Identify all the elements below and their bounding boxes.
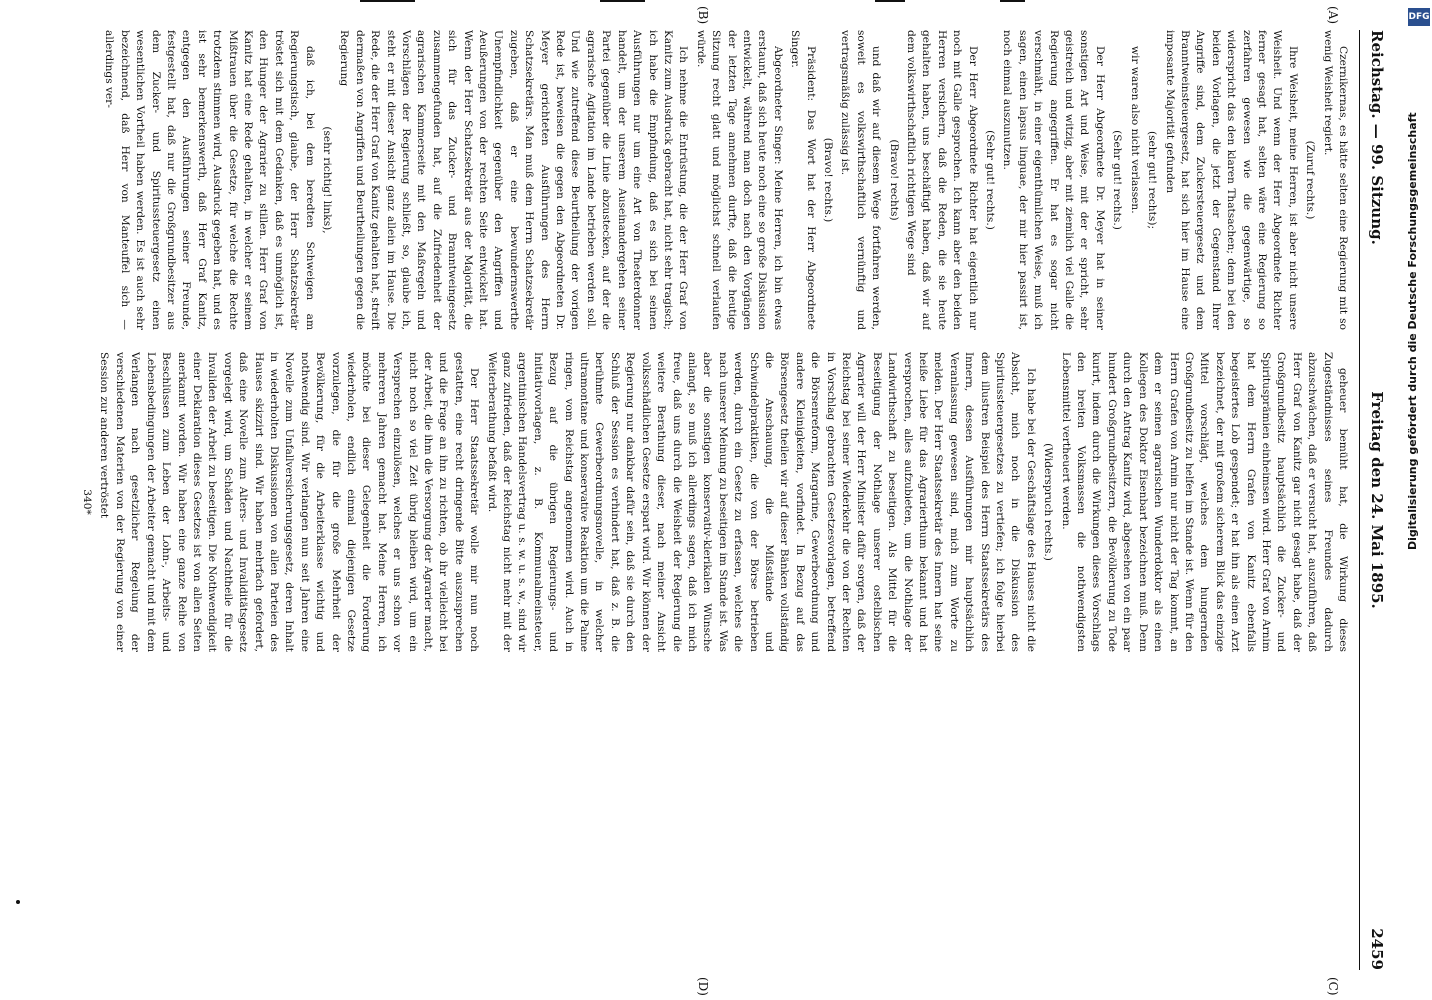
- paragraph: Der Herr Abgeordnete Richter hat eigentlich nur noch mit Galle gesprochen. Ich kann aber den beiden Herren versichern, daß die Reden, die sie heute gehalten haben, uns beschäftigt haben, daß wir auf dem volkswirthschaftlich richtigen Wege sind: [905, 30, 979, 330]
- paragraph: Abgeordneter Singer: Meine Herren, ich bin etwas erstaunt, daß sich heute noch eine so große Diskussion entwickelt, während man doch nach den Vorgängen der letzten Tage annehmen durfte, daß die heutige Sitzung recht glatt und möglichst schnell verlaufen würde.: [694, 30, 784, 330]
- interjection: (Sehr gut! rechts.): [1111, 130, 1124, 230]
- header-left: Reichstag. — 99. Sitzung.: [1368, 30, 1386, 245]
- margin-mark-d: (D): [696, 977, 710, 996]
- rotated-page-content: [30, 0, 1400, 1000]
- paragraph: daß ich, bei dem beredten Schweigen am Regierungstisch, glaube, der Herr Schatzsekretär tröstet sich mit dem Gedanken, daß es unmöglich ist, den Hunger der Agrarier zu stillen. Herr Graf von Kanitz hat eine Rede gehalten, in welcher er seinem Mißtrauen über die Gesetze, für welche die Rechte trotzdem stimmen wird, Ausdruck gegeben hat, und es ist sehr bemerkenswerth, daß Herr Graf Kanitz, entgegen den Ausführungen seiner Freunde, festgestellt hat, daß nur die Großgrundbesitzer aus dem Zucker- und Spiritussteuergesetz einen wesentlichen Vortheil haben werden. Es ist auch sehr bezeichnend, daß Herr von Manteuffel sich — allerdings ver-: [103, 30, 316, 330]
- margin-mark-c: (C): [1326, 977, 1340, 996]
- paragraph: wir waren also nicht verlassen.: [1128, 46, 1141, 214]
- interjection: (sehr richtig! links),: [321, 126, 333, 234]
- interjection: (Zuruf rechts.): [1304, 140, 1317, 220]
- running-header: [1362, 30, 1392, 970]
- paragraph: Czernikernas, es hätte selten eine Regierung mit so wenig Weisheit regiert.: [1321, 30, 1349, 330]
- header-rule: [1359, 30, 1360, 970]
- interjection: (sehr gut! rechts);: [1146, 130, 1159, 230]
- interjection: (Sehr gut! rechts.): [984, 130, 997, 230]
- paragraph: Ich habe bei der Geschäftslage des Hauses nicht die Absicht, mich noch in die Diskussion des Spiritussteuergesetzes zu vertiefen; ich folge hierbei dem illustren Beispiel des Herrn Staatssekretärs des Innern, dessen Ausführungen mir hauptsächlich Veranlassung gewesen sind, mich zum Worte zu melden. Der Herr Staatssekretär des Innern hat seine heiße Liebe für das Agrarierthum bekannt und hat versprochen, alles aufzubieten, um die Nothlage der Landwirthschaft zu beseitigen. Als Mittel für die Beseitigung der Nothlage unserer ostelbischen Agrarier will der Herr Minister dafür sorgen, daß der Reichstag bei seiner Wiederkehr die von der Rechten in Vorschlag gebrachten Gesetzesvorlagen, betreffend die Börsenreform, Margarine, Gewerbeordnung und andere Kleinigkeiten, vorfindet. In Bezug auf das Börsengesetz theilen wir auf dieser Bänken vollständig die Anschauung, die Mißstände und Schwindelpraktiken, die von der Börse betrieben werden, durch ein Gesetz zu erfassen, welches die nach unserer Meinung zu beseitigen im Stande ist. Was aber die sonstigen konservativ-klerikalen Wünsche anlangt, so muß ich allerdings sagen, daß ich mich freue, daß uns durch die Weisheit der Regierung die weitere Berathung dieser, nach meiner Ansicht volksschädlichen Gesetze erspart wird. Wir können der Regierung nur dankbar dafür sein, daß sie durch den Schluß der Session es verhindert hat, daß z. B. die berühmte Gewerbeordnungsnovelle, in welcher ultramontane und konservative Reaktion um die Palme ringen, vom Reichstag angenommen wird. Auch in Bezug auf die übrigen Regierungs- und Initiativvorlagen, z. B. Kommunalmeinsteuer, argentinischen Handelsvertrag u. s. w. u. s. w., sind wir ganz zufrieden, daß der Reichstag nicht mehr mit der Weiterberathung befaßt wird.: [485, 352, 1037, 652]
- margin-mark-a: (A): [1326, 6, 1340, 25]
- text-column-right: [50, 352, 1350, 652]
- paragraph: Präsident: Das Wort hat der Herr Abgeordnete Singer.: [789, 30, 817, 330]
- paragraph: Ich nehme die Entrüstung, die der Herr Graf von Kanitz zum Ausdruck gebracht hat, nicht sehr tragisch; ich habe die Empfindung, daß es sich bei seinen Ausführungen nur um eine Art von Theaterdonner handelt, um der unserem Auseinandergehen seiner Partei gegenüber die Linie abzustecken, auf der die agrarische Agitation im Lande betrieben werden soll. Und wie zutreffend diese Beurtheilung der vorigen Rede ist, beweisen die gegen den Abgeordneten Dr. Meyer gerichteten Ausführungen des Herrn Schatzsekretärs. Man muß dem Herrn Schatzsekretär zugeben, daß er eine bewundernswerthe Unempfindlichkeit gegenüber den Angriffen und Aeußerungen von der rechten Seite entwickelt hat. Wenn der Herr Schatzsekretär aus der Majorität, die sich für das Zucker- und Branntweingesetz zusammengefunden hat, auf die Zufriedenheit der agrarischen Kammerseite mit den Maßregeln und Vorschlägen der Regierung schließt, so, glaube ich, steht er mit dieser Ansicht ganz allein im Hause. Die Rede, die der Herr Graf von Kanitz gehalten hat, streift dermaßen von Angriffen und Beurtheilungen gegen die Regierung: [338, 30, 690, 330]
- header-center: Freitag den 24. Mai 1895.: [1368, 391, 1386, 609]
- interjection: (Bravo! rechts): [887, 139, 900, 221]
- digitization-note: [1406, 30, 1430, 550]
- digitization-note-text: Digitalisierung gefördert durch die Deutsche Forschungsgemeinschaft: [1406, 112, 1419, 550]
- text-column-left: [50, 30, 1350, 330]
- signature-mark: 340*: [81, 489, 94, 515]
- paragraph: Ihre Weisheit, meine Herren, ist aber nicht unsere Weisheit. Und wenn der Herr Abgeordnete Richter ferner gesagt hat, selten wäre eine Regierung so zerfahren gewesen wie die gegenwärtige, so widerspricht das den klaren Thatsachen; denn bei den beiden Vorlagen, die jetzt der Gegenstand Ihrer Angriffe sind, dem Zuckersteuergesetz und dem Branntweinsteuergesetz, hat sich hier im Hause eine imposante Majorität gefunden: [1163, 30, 1299, 330]
- paragraph: und daß wir auf diesem Wege fortfahren werden, soweit es volkswirthschaftlich vernünftig und vertragsmäßig zulässig ist.: [839, 30, 883, 330]
- paragraph: Der Herr Staatssekretär wolle mir nun noch gestatten, eine recht dringende Bitte auszusprechen und die Frage an ihn zu richten, ob ihr vielleicht bei der Arbeit, die ihm die Versorgung der Agrarier macht, nicht noch so viel Zeit übrig bleiben wird, um ein Versprechen einzulösen, welches er uns schon vor mehreren Jahren gemacht hat. Meine Herren, ich möchte bei dieser Gelegenheit die Forderung wiederholen, endlich einmal diejenigen Gesetze vorzulegen, die für die große Mehrheit der Bevölkerung, für die Arbeiterklasse wichtig und nothwendig sind. Wir verlangen nun seit Jahren eine Novelle zum Unfallversicherungsgesetz, deren Inhalt in wiederholten Diskussionen von allen Parteien des Hauses skizzirt sind. Wir haben mehrfach gefordert, daß eine Novelle zum Alters- und Invaliditätsgesetz vorgelegt wird, um Schäden und Nachtheile für die Invaliden der Arbeit zu beseitigen. Die Nothwendigkeit einer Deklaration dieses Gesetzes ist von allen Seiten anerkannt worden. Wir haben eine ganze Reihe von Beschlüssen zum Leben der Lohn-, Arbeits- und Lebensbedingungen der Arbeiter gemacht und mit dem Verlangen nach gesetzlicher Regelung der verschiedenen Materien von der Regierung von einer Session zur anderen vertröstet: [98, 352, 481, 652]
- scan-speck: [16, 900, 20, 904]
- interjection: (Widerspruch rechts.): [1042, 443, 1055, 561]
- interjection: (Bravo! rechts.): [822, 137, 834, 223]
- paragraph: Der Herr Abgeordnete Dr. Meyer hat in seiner sonstigen Art und Weise, mit der er spricht, sehr geistreich und witzig, aber mit ziemlich viel Galle die Regierung angegriffen. Er hat es sogar nicht verschmäht, in einer eigenthümlichen Weise, muß ich sagen, einen lapsus linguae, der mir hier passirt ist, noch einmal auszunutzen.: [1001, 30, 1106, 330]
- page-number: 2459: [1368, 928, 1386, 970]
- margin-mark-b: (B): [696, 6, 710, 25]
- dfg-logo: DFG: [1408, 8, 1430, 26]
- paragraph: geheuer bemüht hat, die Wirkung dieses Zugeständnisses seines Freundes dadurch abzuschwächen, daß er versucht hat, auszuführen, daß Herr Graf von Kanitz gar nicht gesagt habe, daß der Großgrundbesitz hauptsächlich die Zucker- und Spiritusprämien einheimsen wird. Herr Graf von Arnim hat dem Herrn Grafen von Kanitz ebenfalls begeistertes Lob gespendet; er hat ihn als einen Arzt bezeichnet, der mit großem sicherem Blick das einzige Mittel vorschlägt, welches dem hungernden Großgrundbesitz zu helfen im Stande ist. Wenn für den Herrn Grafen von Arnim nur nicht der Tag kommt, an dem er seinen agrarischen Wunderdoktor als einen Kollegen des Doktor Eisenbart bezeichnen muß. Denn durch den Antrag Kanitz wird, abgesehen von ein paar hundert Großgrundbesitzern, die Bevölkerung zu Tode kurirt, indem durch die Wirkungen dieses Vorschlags den breiten Volksmassen die nothwendigsten Lebensmittel vertheuert werden.: [1059, 352, 1349, 652]
